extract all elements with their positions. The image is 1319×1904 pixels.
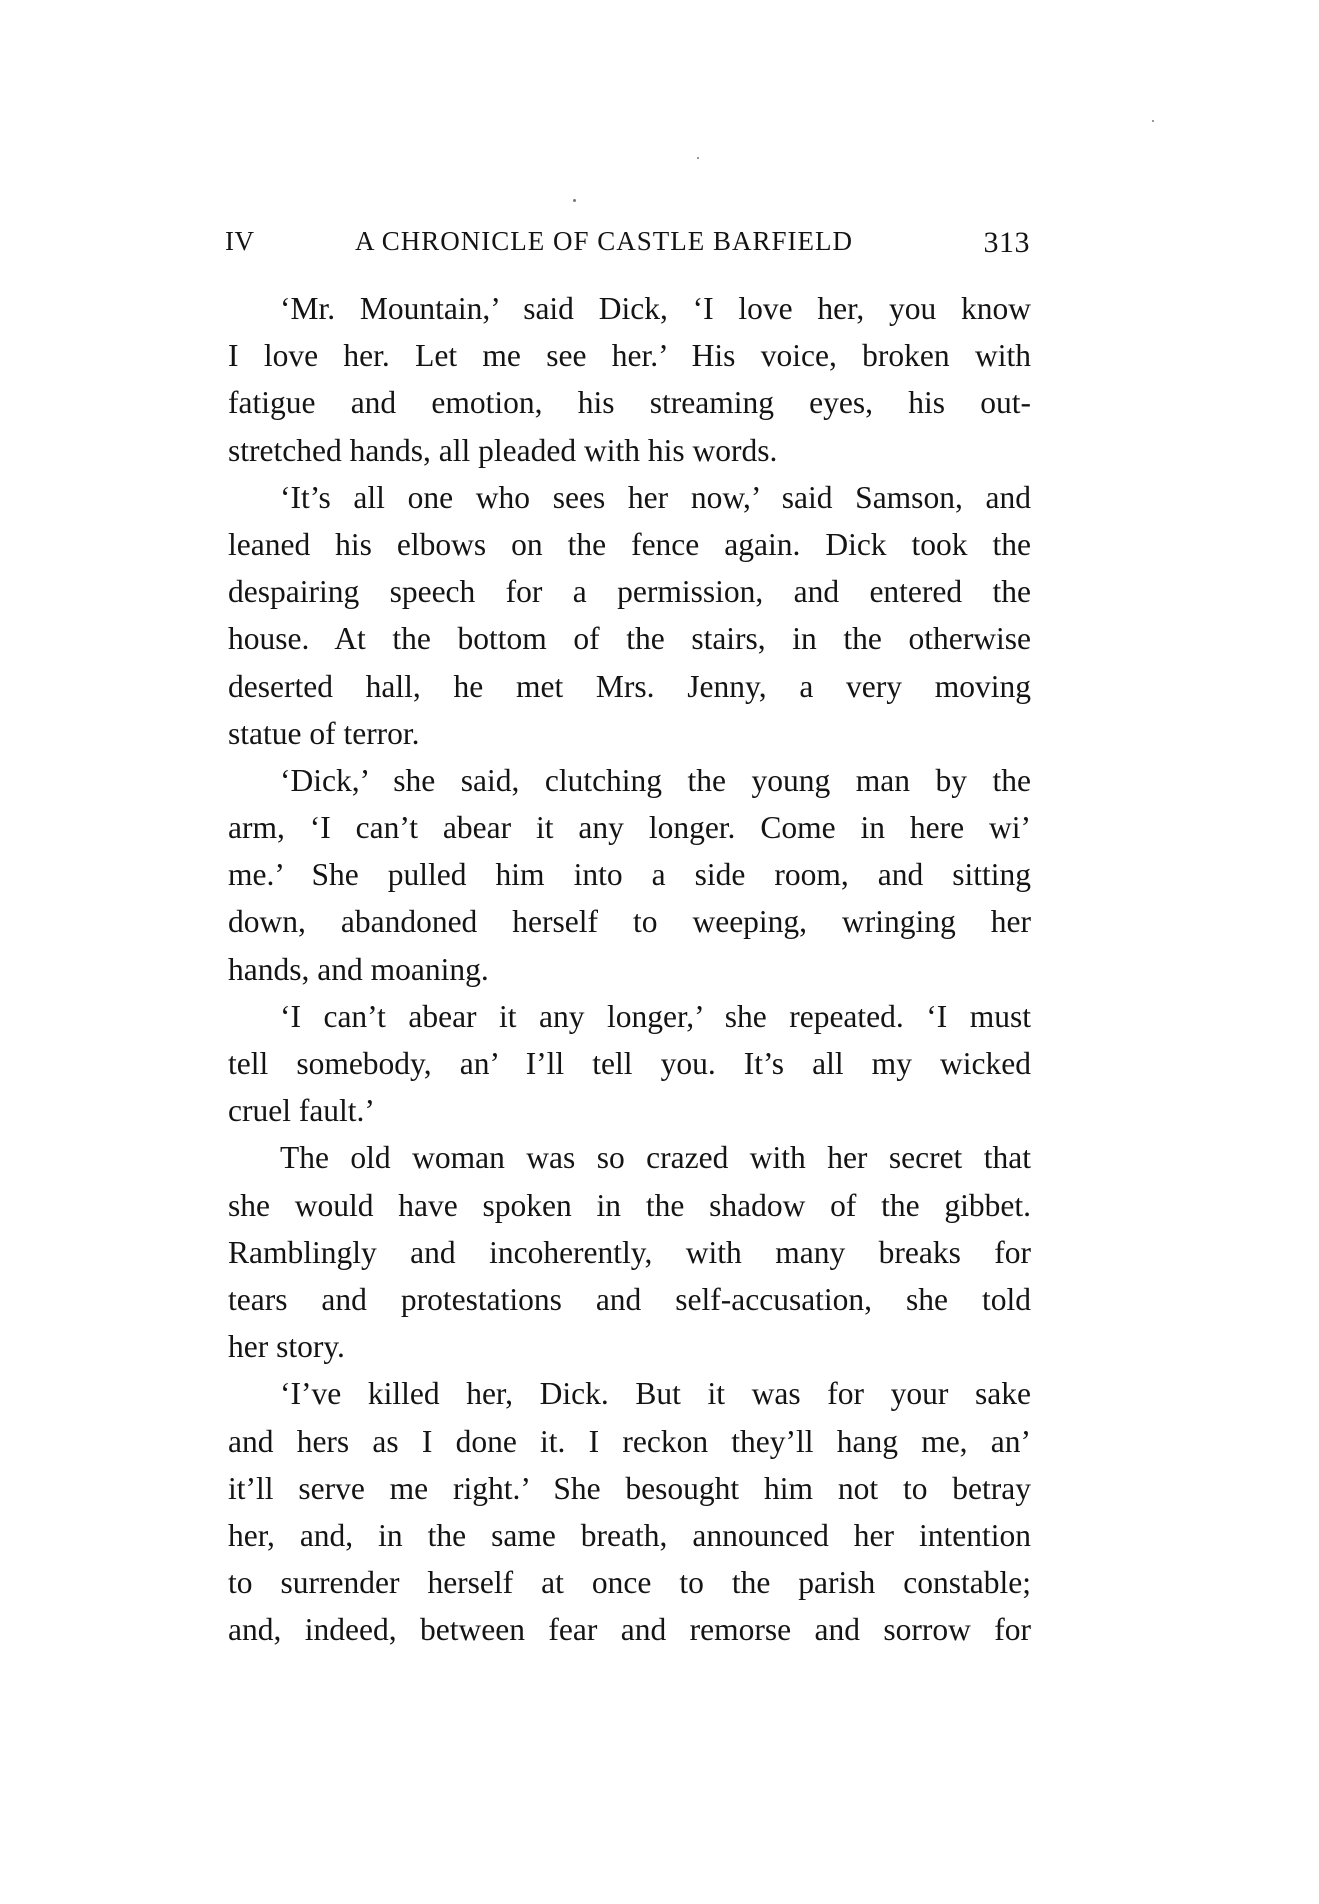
paragraph xyxy=(228,1370,1031,1653)
paragraph xyxy=(228,474,1031,757)
text-line: house. At the bottom of the stairs, in the otherwise xyxy=(228,621,1031,657)
paper-speck xyxy=(573,199,576,202)
text-line: cruel fault.’ xyxy=(228,1093,375,1129)
text-line: to surrender herself at once to the parish constable; xyxy=(228,1565,1031,1601)
text-line: and hers as I done it. I reckon they’ll hang me, an’ xyxy=(228,1423,1031,1459)
text-line: The old woman was so crazed with her secret that xyxy=(280,1140,1031,1176)
text-line: despairing speech for a permission, and entered the xyxy=(228,574,1031,610)
text-line: ‘Mr. Mountain,’ said Dick, ‘I love her, you know xyxy=(280,291,1031,326)
text-line: ‘I can’t abear it any longer,’ she repeated. ‘I must xyxy=(280,998,1031,1034)
text-line: leaned his elbows on the fence again. Dick took the xyxy=(228,526,1031,562)
text-line: it’ll serve me right.’ She besought him not to betray xyxy=(228,1470,1031,1506)
text-line: ‘It’s all one who sees her now,’ said Samson, and xyxy=(280,479,1031,515)
paper-speck xyxy=(1152,120,1154,122)
running-head xyxy=(225,226,1030,262)
text-line: ‘I’ve killed her, Dick. But it was for your sake xyxy=(280,1376,1031,1412)
text-line: her story. xyxy=(228,1329,345,1365)
text-line: tears and protestations and self-accusation, she told xyxy=(228,1281,1031,1317)
text-line: her, and, in the same breath, announced her intention xyxy=(228,1517,1031,1553)
page-number: 313 xyxy=(983,226,1030,259)
text-line: hands, and moaning. xyxy=(228,951,489,987)
text-line: and, indeed, between fear and remorse and sorrow for xyxy=(228,1612,1031,1648)
paragraph xyxy=(228,1134,1031,1370)
text-line: deserted hall, he met Mrs. Jenny, a very moving xyxy=(228,668,1031,704)
text-line: arm, ‘I can’t abear it any longer. Come in here wi’ xyxy=(228,810,1031,846)
text-line: ‘Dick,’ she said, clutching the young man by the xyxy=(280,762,1031,798)
text-line: she would have spoken in the shadow of the gibbet. xyxy=(228,1187,1031,1223)
text-line: Ramblingly and incoherently, with many breaks for xyxy=(228,1234,1031,1270)
paper-speck xyxy=(697,157,699,159)
text-line: statue of terror. xyxy=(228,715,420,751)
text-line: fatigue and emotion, his streaming eyes, his out- xyxy=(228,385,1031,421)
text-line: I love her. Let me see her.’ His voice, broken with xyxy=(228,338,1031,374)
paragraph xyxy=(228,993,1031,1135)
running-title: A CHRONICLE OF CASTLE BARFIELD xyxy=(355,226,854,256)
text-line: me.’ She pulled him into a side room, and sitting xyxy=(228,857,1031,893)
text-line: stretched hands, all pleaded with his words. xyxy=(228,432,778,468)
body-text xyxy=(228,285,1031,1653)
text-line: down, abandoned herself to weeping, wringing her xyxy=(228,904,1031,940)
text-line: tell somebody, an’ I’ll tell you. It’s all my wicked xyxy=(228,1046,1031,1081)
section-number: IV xyxy=(225,226,255,256)
paragraph xyxy=(228,757,1031,993)
paragraph xyxy=(228,285,1031,474)
